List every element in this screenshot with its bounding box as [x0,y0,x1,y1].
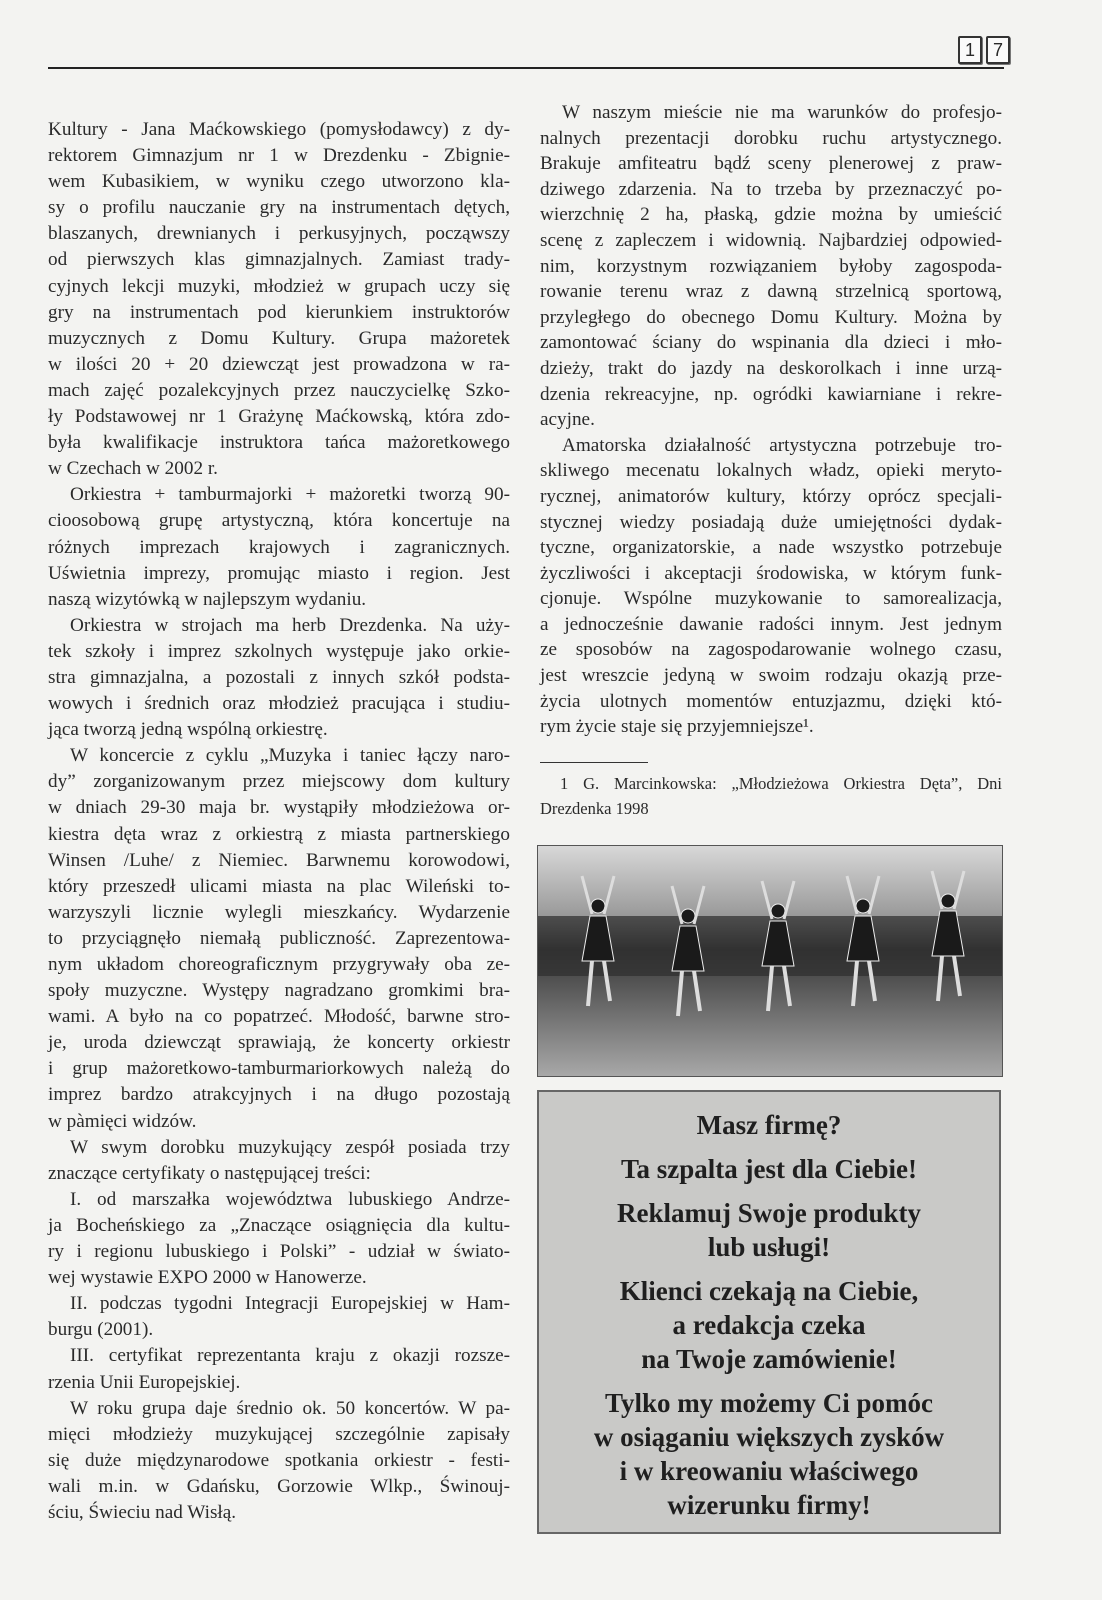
text-line: wierzchnię 2 ha, płaską, gdzie można by umieścić [540,204,1002,226]
text-line: cyjnych lekcji muzyki, młodzież w grupach uczy się [48,275,510,297]
text-line: naszą wizytówką w najlepszym wydaniu. [48,588,367,610]
text-line: w pàmięci widzów. [48,1110,197,1132]
text-line: się duże międzynarodowe spotkania orkiestr - festi- [48,1449,510,1471]
footnote-line: 1 G. Marcinkowska: „Młodzieżowa Orkiestra Dęta”, Dni [560,773,1002,793]
text-line: Orkiestra w strojach ma herb Drezdenka. Na uży- [70,614,510,636]
footnote-line: Drezdenka 1998 [540,798,649,818]
text-line: Uświetnia imprezy, promując miasto i region. Jest [48,562,510,584]
text-line: a jednocześnie dawanie radości innym. Jest jednym [540,613,1002,635]
text-line: zamontować ściany do wspinania dla dzieci i mło- [540,332,1002,354]
text-line: Orkiestra + tamburmajorki + mażoretki tworzą 90- [70,484,510,506]
advert-line: a redakcja czeka [672,1310,866,1340]
advert-line: lub usługi! [707,1232,831,1262]
text-line: życia ulotnych momentów entuzjazmu, dzięki któ- [540,690,1002,712]
text-line: muzycznych z Domu Kultury. Grupa mażoretek [48,327,510,349]
advert-line: na Twoje zamówienie! [641,1344,897,1374]
text-line: ja Bocheńskiego za „Znaczące osiągnięcia dla kultu- [48,1214,510,1236]
text-line: cjonuje. Wspólne muzykowanie to samorealizacja, [540,588,1002,610]
text-line: burgu (2001). [48,1319,154,1341]
text-line: nalnych prezentacji dorobku ruchu artystycznego. [540,127,1002,149]
text-line: wami. A było na co popatrzeć. Młodość, barwne stro- [48,1006,510,1028]
text-line: III. certyfikat reprezentanta kraju z okazji rozsze- [70,1345,510,1367]
text-line: życzliwości i akceptacji środowiska, w którym funk- [540,562,1002,584]
text-line: rym życie staje się przyjemniejsze¹. [540,716,814,738]
text-line: blaszanych, drewnianych i perkusyjnych, począwszy [48,223,510,245]
text-line: tek szkoły i imprez szkolnych występuje jako orkie- [48,640,510,662]
advert-line: Tylko my możemy Ci pomóc [605,1388,933,1418]
text-line: imprez bardzo atrakcyjnych i na długo pozostają [48,1084,510,1106]
text-line: sy o profilu nauczanie gry na instrumentach dętych, [48,197,510,219]
text-line: W swym dorobku muzykujący zespół posiada trzy [70,1136,510,1158]
text-line: to przyciągnęło niemałą publiczność. Zaprezentowa- [48,927,510,949]
text-line: cioosobową grupę artystyczną, która koncertuje na [48,510,510,532]
right-column [540,100,1002,821]
left-column [48,117,510,1526]
text-line: je, uroda dziewcząt sprawiają, że koncerty orkiestr [48,1032,510,1054]
text-line: ściu, Świeciu nad Wisłą. [48,1501,237,1523]
text-line: znaczące certyfikaty o następującej treści: [48,1162,371,1184]
text-line: jest wreszcie jedyną w swoim rodzaju okazją prze- [540,665,1002,687]
text-line: ły Podstawowej nr 1 Grażynę Maćkowską, która zdo- [48,406,510,428]
advert-line: w osiąganiu większych zysków [593,1422,945,1452]
text-line: Amatorska działalność artystyczna potrzebuje tro- [562,434,1002,456]
photo-image [538,846,1002,1076]
header-rule [48,67,1004,69]
text-line: i grup mażoretkowo-tamburmariorkowych należą do [48,1058,510,1080]
text-line: dy” zorganizowanym przez miejscowy dom kultury [48,771,510,793]
text-line: W koncercie z cyklu „Muzyka i taniec łączy naro- [70,745,510,767]
advert-line: Klienci czekają na Ciebie, [619,1276,919,1306]
text-line: skliwego mecenatu lokalnych władz, opieki meryto- [540,460,1002,482]
text-line: Winsen /Luhe/ z Niemiec. Barwnemu korowodowi, [48,849,510,871]
page-number-digit: 1 [958,36,982,64]
text-line: ze sposobów na zagospodarowanie wolnego czasu, [540,639,1002,661]
text-line: Kultury - Jana Maćkowskiego (pomysłodawcy) z dy- [48,119,510,140]
text-line: mach zajęć pozalekcyjnych przez nauczycielkę Szko- [48,379,510,401]
text-line: od pierwszych klas gimnazjalnych. Zamiast trady- [48,249,510,271]
text-line: nym układom choreograficznym przygrywały oba ze- [48,954,510,975]
text-line: jąca tworzą jedną wspólną orkiestrę. [48,719,328,741]
text-line: gry na instrumentach pod kierunkiem instruktorów [48,301,510,323]
text-line: rektorem Gimnazjum nr 1 w Drezdenku - Zbignie- [48,145,510,167]
text-line: w ilości 20 + 20 dziewcząt jest prowadzona w ra- [48,353,510,375]
majorettes-photo [537,845,1003,1077]
text-line: rzenia Unii Europejskiej. [48,1371,241,1393]
footnote [540,771,1002,821]
text-line: I. od marszałka województwa lubuskiego Andrze- [70,1188,510,1210]
text-line: stycznej wiedzy posiadają duże umiejętności dydak- [540,511,1002,533]
advert-line: Reklamuj Swoje produkty [616,1198,922,1228]
text-line: przyległego do obecnego Domu Kultury. Można by [540,306,1002,328]
text-line: stra gimnazjalna, a pozostali z innych szkół podsta- [48,666,510,688]
text-line: Brakuje amfiteatru bądź sceny plenerowej z praw- [540,153,1002,175]
text-line: W naszym mieście nie ma warunków do profesjo- [562,102,1002,123]
text-line: W roku grupa daje średnio ok. 50 koncertów. W pa- [70,1397,510,1419]
text-line: tyczne, organizatorskie, a nade wszystko potrzebuje [540,537,1002,559]
advert-line: wizerunku firmy! [667,1490,871,1520]
text-line: wem Kubasikiem, w wyniku czego utworzono kla- [48,171,510,193]
advert-line: i w kreowaniu właściwego [619,1456,919,1486]
text-line: II. podczas tygodni Integracji Europejskiej w Ham- [70,1293,510,1315]
text-line: acyjne. [540,409,595,431]
text-line: scenę z zapleczem i widownią. Najbardziej odpowied- [540,229,1002,251]
text-line: różnych imprezach krajowych i zagranicznych. [48,536,510,558]
advertisement-box [537,1090,1001,1534]
page-number [958,36,1010,64]
text-line: rycznej, animatorów kultury, którzy oprócz specjali- [540,485,1002,507]
text-line: rowanie terenu wraz z dawną strzelnicą sportową, [540,281,1002,303]
advert-line: Masz firmę? [696,1110,842,1140]
text-line: kiestra dęta wraz z orkiestrą z miasta partnerskiego [48,823,510,845]
text-line: mięci młodzieży muzykującej szczególnie zapisały [48,1423,510,1445]
text-line: który przeszedł ulicami miasta na plac Wileński to- [48,875,510,897]
text-line: społy muzyczne. Występy nagradzano gromkimi bra- [48,980,510,1002]
footnote-rule [540,762,648,763]
text-line: wej wystawie EXPO 2000 w Hanowerze. [48,1267,367,1289]
text-line: dzieży, trakt do jazdy na deskorolkach i inne urzą- [540,357,1002,379]
text-line: wali m.in. w Gdańsku, Gorzowie Wlkp., Świnouj- [48,1475,510,1497]
text-line: dziwego zdarzenia. Na to trzeba by przeznaczyć po- [540,178,1002,200]
text-line: nim, korzystnym rozwiązaniem byłoby zagospoda- [540,255,1002,277]
text-line: wowych i średnich oraz młodzież pracująca i studiu- [48,693,510,715]
text-line: ry i regionu lubuskiego i Polski” - udział w świato- [48,1241,510,1263]
text-line: była kwalifikacje instruktora tańca mażoretkowego [48,432,510,454]
text-line: warzyszyli licznie wylegli mieszkańcy. Wydarzenie [48,901,510,923]
text-line: w dniach 29-30 maja br. wystąpiły młodzieżowa or- [48,797,510,819]
text-line: w Czechach w 2002 r. [48,458,218,480]
text-line: dzenia rekreacyjne, np. ogródki kawiarniane i rekre- [540,383,1002,405]
advert-line: Ta szpalta jest dla Ciebie! [621,1154,917,1184]
page-number-digit: 7 [986,36,1010,64]
